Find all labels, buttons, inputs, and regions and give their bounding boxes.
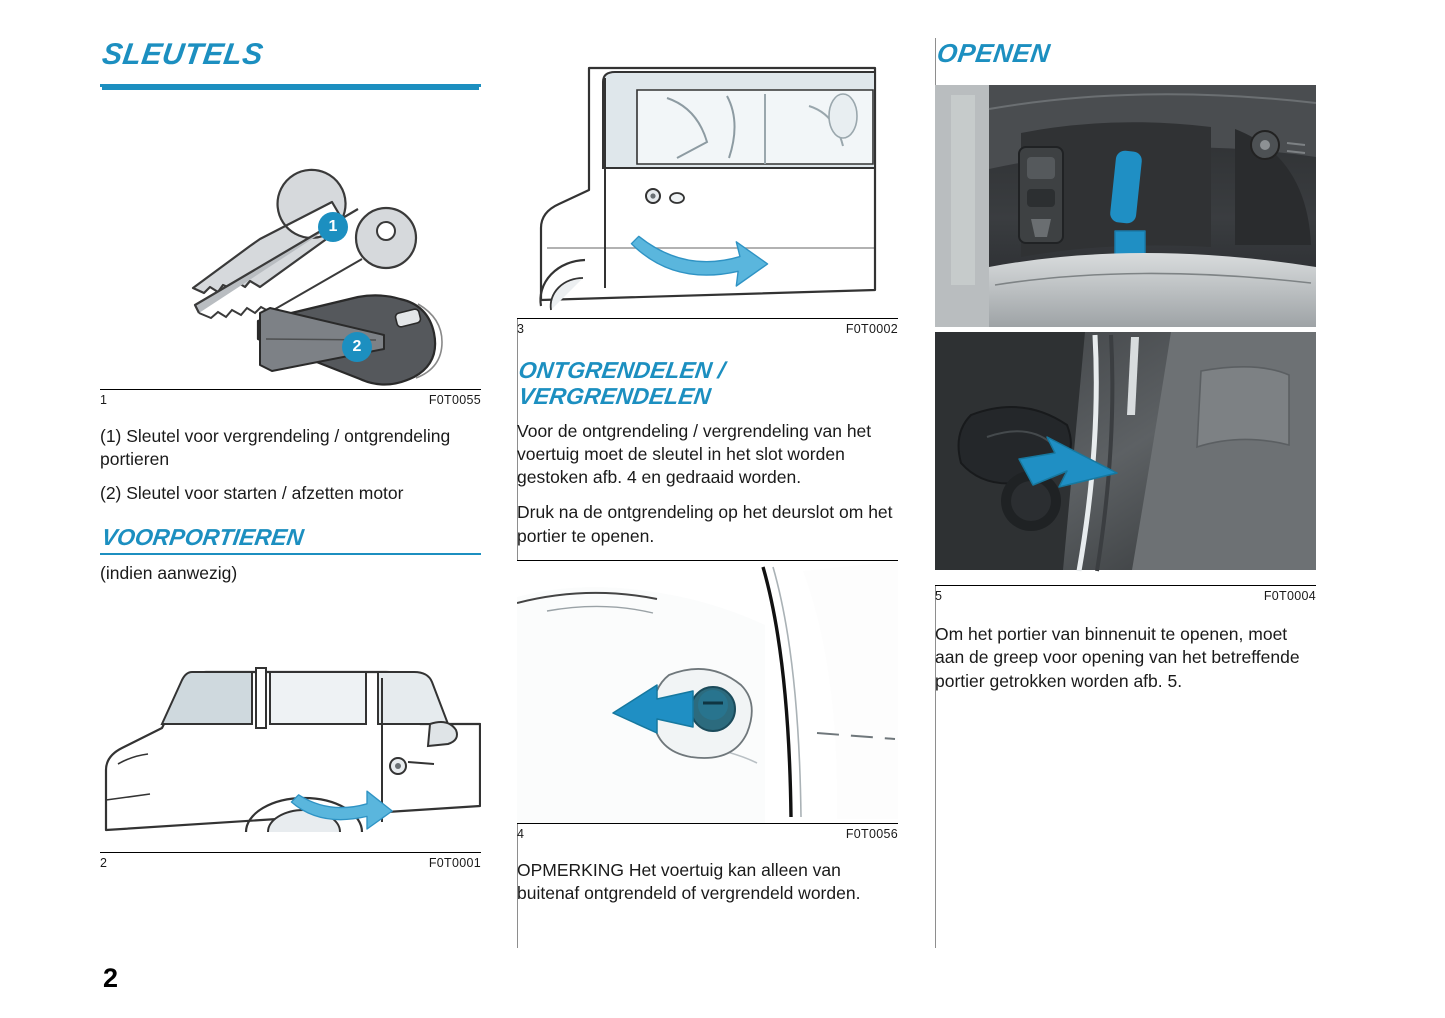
figure-2-caption: [100, 852, 481, 870]
open-paragraph: Om het portier van binnenuit te openen, moet aan de greep voor opening van het betreffende portier getrokken worden afb. 5.: [935, 624, 1300, 691]
photo-bottom: [935, 332, 1316, 571]
figure-3-image: [517, 38, 898, 318]
section-heading-open: [935, 38, 1316, 81]
figure-4-number: 4: [517, 826, 524, 841]
figure-3-number: 3: [517, 322, 524, 336]
key-item-1: (1) Sleutel voor vergrendeling / ontgrendeling portieren: [100, 426, 451, 470]
figure-1-number: 1: [100, 393, 107, 407]
callout-badge-2: 2: [342, 332, 372, 362]
page-columns: [100, 38, 1330, 948]
page-number: 2: [103, 963, 119, 993]
subsection-heading-unlock: [517, 358, 898, 412]
column-left: [100, 38, 481, 948]
figure-3: [517, 38, 898, 336]
figure-4-code: F0T0056: [845, 826, 898, 841]
figure-3-caption: [517, 318, 898, 336]
unlock-paragraph-1: Voor de ontgrendeling / vergrendeling van het voertuig moet de sleutel in het slot worden gestoken afb. 4 en gedraaid worden.: [517, 420, 872, 488]
column-right: [935, 38, 1316, 948]
heading-openen: OPENEN: [935, 38, 1053, 68]
figure-5: [935, 85, 1316, 603]
heading-vergrendelen: VERGRENDELEN: [517, 382, 713, 409]
figure-2-image: [100, 594, 481, 852]
figure-2-number: 2: [100, 855, 107, 870]
figure-3-code: F0T0002: [845, 322, 898, 336]
figure-4-image: [517, 560, 898, 823]
heading-ontgrendelen: ONTGRENDELEN /: [517, 357, 727, 383]
column-middle: [517, 38, 898, 948]
front-doors-note: (indien aanwezig): [100, 562, 238, 583]
key-illustration: [100, 99, 481, 389]
front-door-illustration: [100, 594, 481, 852]
rear-door-illustration: [517, 38, 898, 318]
figure-5-caption: [935, 585, 1316, 603]
figure-5-image: [935, 85, 1316, 585]
figure-5-code: F0T0004: [1263, 589, 1316, 603]
figure-1-image: [100, 99, 481, 389]
heading-sleutels: SLEUTELS: [100, 38, 266, 71]
photo-top: [935, 85, 1316, 327]
figure-4: [517, 560, 898, 841]
section-heading-keys: [100, 38, 481, 87]
unlock-paragraph-2: Druk na de ontgrendeling op het deurslot om het portier te openen.: [517, 502, 893, 546]
figure-5-number: 5: [935, 589, 942, 603]
door-lock-illustration: [517, 561, 898, 823]
unlock-note: OPMERKING Het voertuig kan alleen van buitenaf ontgrendeld of vergrendeld worden.: [517, 859, 861, 904]
figure-2-code: F0T0001: [428, 855, 481, 870]
figure-1-code: F0T0055: [428, 393, 481, 407]
key-item-2: (2) Sleutel voor starten / afzetten motor: [100, 482, 404, 503]
figure-4-caption: [517, 823, 898, 841]
heading-voorportieren: VOORPORTIEREN: [100, 523, 306, 550]
subsection-heading-front-doors: [100, 525, 481, 555]
figure-1-caption: [100, 389, 481, 407]
figure-2: [100, 594, 481, 870]
figure-1: [100, 99, 481, 407]
callout-badge-1: 1: [318, 212, 348, 242]
interior-handle-photos: [935, 85, 1316, 585]
